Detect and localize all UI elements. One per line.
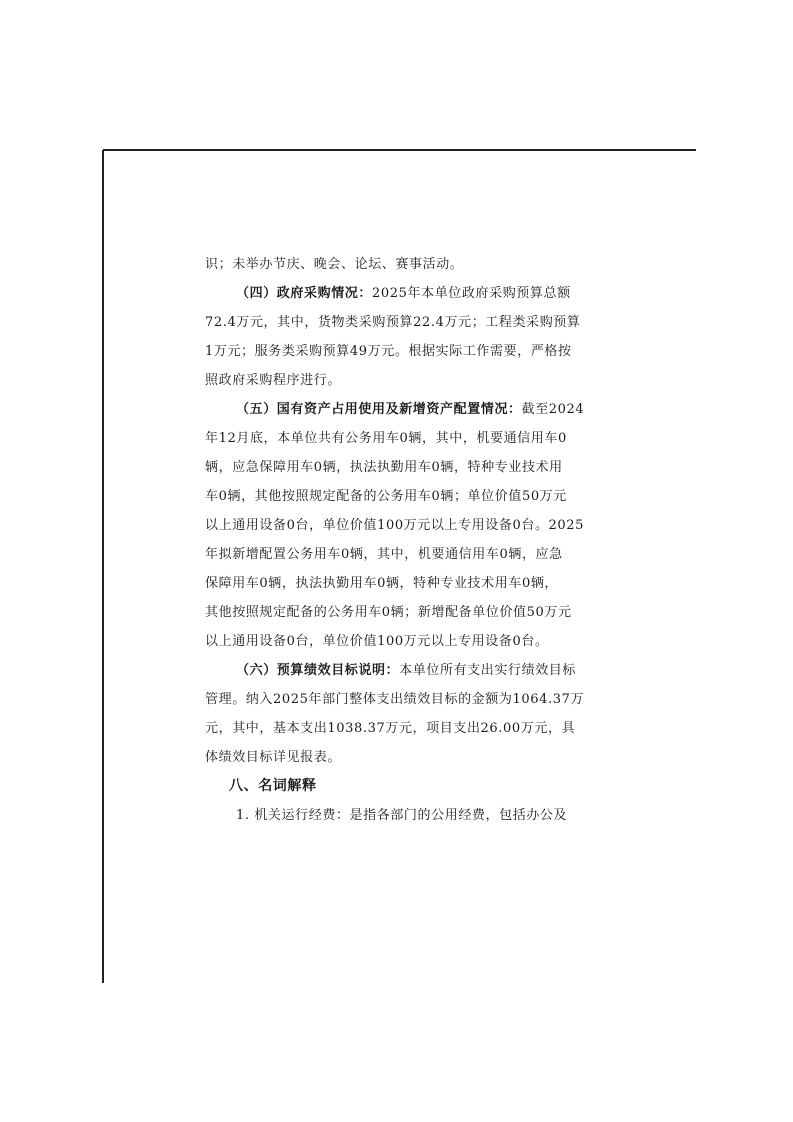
- text-line: [205, 308, 601, 337]
- text-line: [205, 511, 601, 540]
- line-text: 截至2024: [521, 402, 585, 417]
- text-line: [205, 250, 601, 279]
- scan-top-edge: [103, 149, 696, 151]
- text-line: [205, 714, 601, 743]
- text-line: [205, 598, 601, 627]
- text-line: [205, 482, 601, 511]
- paragraph-start-assets: [205, 395, 601, 424]
- line-text: 元，其中，基本支出1038.37万元，项目支出26.00万元，具: [205, 721, 576, 736]
- paragraph-start-performance: [205, 656, 601, 685]
- line-text: 年拟新增配置公务用车0辆，其中，机要通信用车0辆，应急: [205, 547, 563, 562]
- text-line: [205, 743, 601, 772]
- scan-left-edge: [102, 150, 104, 983]
- line-text: 识；未举办节庆、晚会、论坛、赛事活动。: [205, 257, 464, 272]
- text-line: [205, 627, 601, 656]
- section-heading: 八、名词解释: [229, 778, 317, 794]
- line-text: 72.4万元，其中，货物类采购预算22.4万元；工程类采购预算: [205, 315, 581, 330]
- line-text: 体绩效目标详见报表。: [205, 750, 342, 765]
- subheading-assets: （五）国有资产占用使用及新增资产配置情况：: [236, 402, 522, 417]
- line-text: 辆，应急保障用车0辆，执法执勤用车0辆，特种专业技术用: [205, 460, 563, 475]
- subheading-performance: （六）预算绩效目标说明：: [236, 663, 400, 678]
- line-text: 其他按照规定配备的公务用车0辆；新增配备单位价值50万元: [205, 605, 572, 620]
- document-body: [205, 250, 601, 830]
- line-text: 车0辆，其他按照规定配备的公务用车0辆；单位价值50万元: [205, 489, 567, 504]
- line-text: 保障用车0辆，执法执勤用车0辆，特种专业技术用车0辆，: [205, 576, 559, 591]
- paragraph-start-procurement: [205, 279, 601, 308]
- line-text: 照政府采购程序进行。: [205, 373, 342, 388]
- text-line: [205, 569, 601, 598]
- line-text: 管理。纳入2025年部门整体支出绩效目标的金额为1064.37万: [205, 692, 585, 707]
- line-text: 年12月底，本单位共有公务用车0辆，其中，机要通信用车0: [205, 431, 567, 446]
- line-text: 2025年本单位政府采购预算总额: [372, 286, 571, 301]
- line-text: 1万元；服务类采购预算49万元。根据实际工作需要，严格按: [205, 344, 572, 359]
- text-line: [205, 366, 601, 395]
- line-text: 以上通用设备0台，单位价值100万元以上专用设备0台。2025: [205, 518, 585, 533]
- subheading-procurement: （四）政府采购情况：: [236, 286, 373, 301]
- text-line: [205, 453, 601, 482]
- line-text: 以上通用设备0台，单位价值100万元以上专用设备0台。: [205, 634, 549, 649]
- definition-line: 1. 机关运行经费：是指各部门的公用经费，包括办公及: [236, 808, 568, 823]
- text-line: [205, 424, 601, 453]
- text-line: [205, 685, 601, 714]
- text-line: [205, 337, 601, 366]
- line-text: 本单位所有支出实行绩效目标: [399, 663, 577, 678]
- text-line: [205, 540, 601, 569]
